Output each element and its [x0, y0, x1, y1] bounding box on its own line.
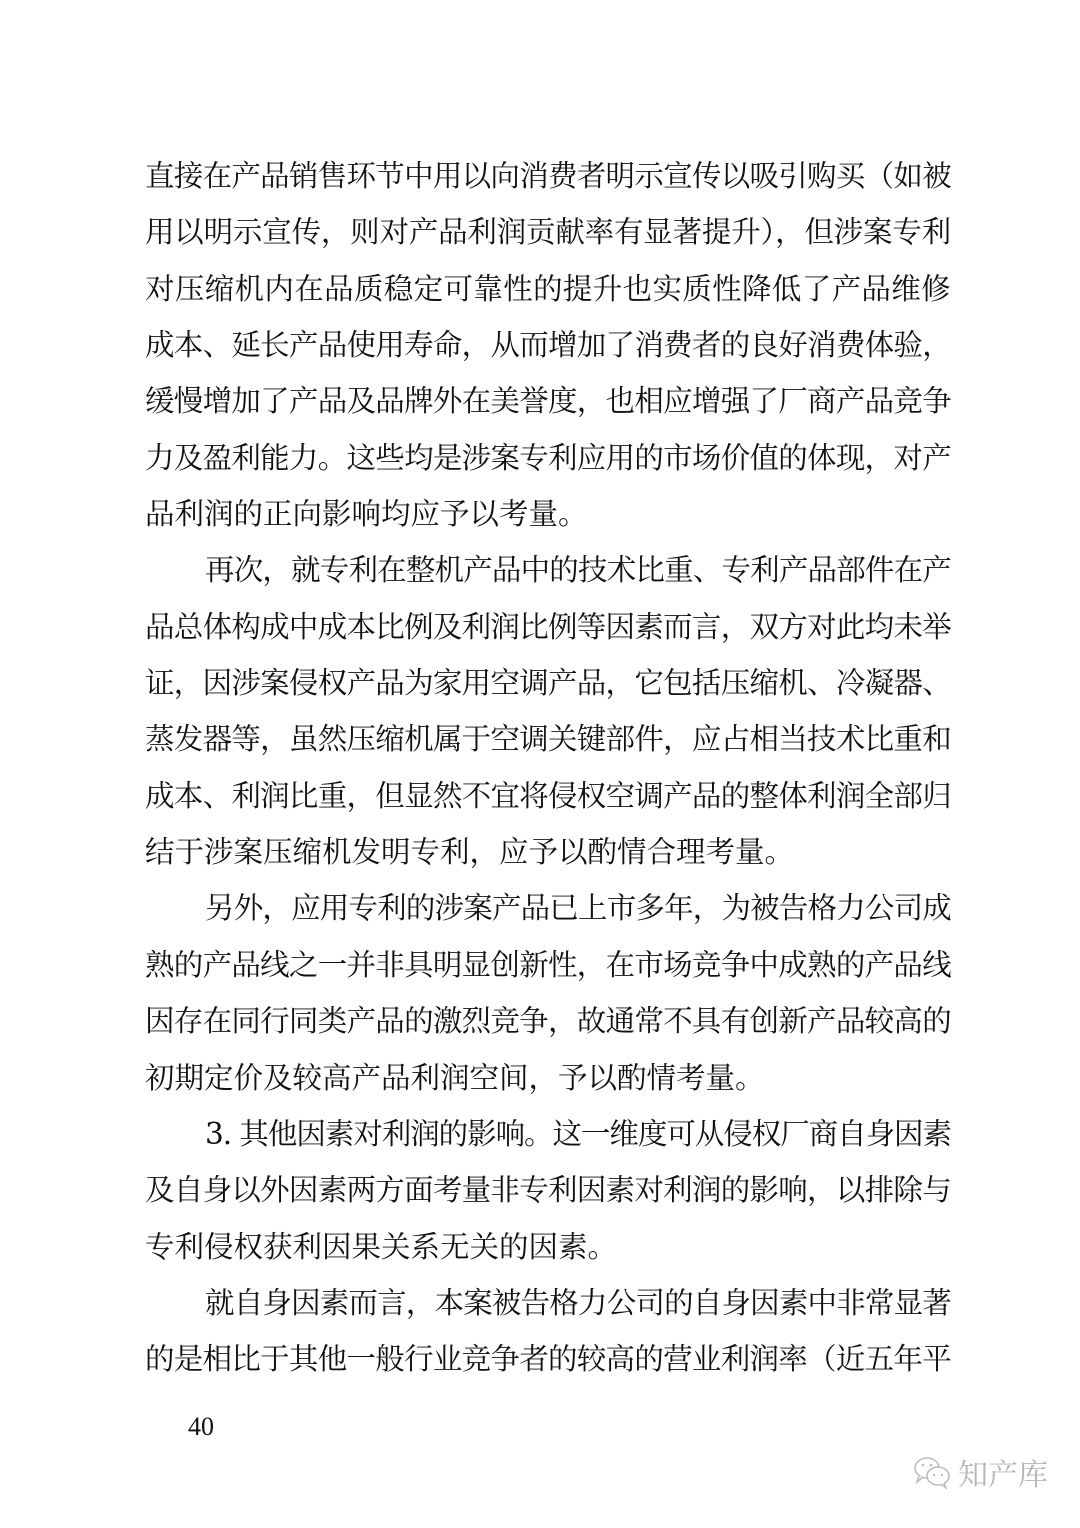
- text-line: [145, 1275, 951, 1331]
- text-line-content: 再次，就专利在整机产品中的技术比重、专利产品部件在产: [205, 553, 951, 588]
- text-line-content: 直接在产品销售环节中用以向消费者明示宣传以吸引购买（如被: [145, 159, 951, 193]
- page-number: 40: [188, 1412, 214, 1441]
- text-line: [145, 1331, 951, 1387]
- text-line: [145, 937, 951, 993]
- text-line: [145, 148, 951, 204]
- text-line-content: 缓慢增加了产品及品牌外在美誉度，也相应增强了厂商产品竞争: [145, 384, 951, 419]
- text-line: [145, 768, 951, 824]
- text-line: [145, 711, 951, 767]
- text-line-content: 蒸发器等，虽然压缩机属于空调关键部件，应占相当技术比重和: [145, 722, 951, 757]
- text-line: [145, 486, 951, 542]
- paragraph: [145, 1106, 951, 1275]
- text-line: [145, 373, 951, 429]
- text-line: [145, 1050, 951, 1106]
- text-line-content: 结于涉案压缩机发明专利，应予以酌情合理考量。: [145, 835, 795, 870]
- text-line: [145, 1106, 951, 1162]
- text-line-content: 品利润的正向影响均应予以考量。: [145, 497, 588, 532]
- text-line: [145, 1219, 951, 1275]
- text-line-content: 熟的产品线之一并非具明显创新性，在市场竞争中成熟的产品线: [145, 947, 951, 982]
- text-line-content: 初期定价及较高产品利润空间，予以酌情考量。: [145, 1060, 765, 1095]
- text-line: [145, 880, 951, 936]
- watermark-text: 知产库: [958, 1458, 1048, 1493]
- wechat-icon: [912, 1455, 952, 1489]
- text-line: [145, 599, 951, 655]
- text-line-content: 对压缩机内在品质稳定可靠性的提升也实质性降低了产品维修: [145, 271, 951, 306]
- text-line-content: 专利侵权获利因果关系无关的因素。: [145, 1229, 618, 1264]
- text-line-content: 3. 其他因素对利润的影响。这一维度可从侵权厂商自身因素: [205, 1116, 951, 1151]
- watermark: [912, 1450, 1048, 1494]
- text-line-content: 的是相比于其他一般行业竞争者的较高的营业利润率（近五年平: [145, 1342, 951, 1377]
- text-line: [145, 993, 951, 1049]
- text-line-content: 因存在同行同类产品的激烈竞争，故通常不具有创新产品较高的: [145, 1004, 951, 1039]
- text-line-content: 及自身以外因素两方面考量非专利因素对利润的影响，以排除与: [145, 1173, 951, 1208]
- paragraph: [145, 880, 951, 1105]
- text-line-content: 就自身因素而言，本案被告格力公司的自身因素中非常显著: [205, 1285, 951, 1320]
- text-line: [145, 204, 951, 260]
- text-line: [145, 261, 951, 317]
- text-line-content: 用以明示宣传，则对产品利润贡献率有显著提升），但涉案专利: [145, 215, 951, 250]
- text-line-content: 品总体构成中成本比例及利润比例等因素而言，双方对此均未举: [145, 609, 951, 644]
- paragraph: [145, 148, 951, 542]
- text-line: [145, 317, 951, 373]
- paragraph: [145, 1275, 951, 1388]
- text-line-content: 证，因涉案侵权产品为家用空调产品，它包括压缩机、冷凝器、: [145, 666, 951, 701]
- text-line: [145, 1162, 951, 1218]
- text-line-content: 力及盈利能力。这些均是涉案专利应用的市场价值的体现，对产: [145, 440, 951, 475]
- document-body: [145, 148, 951, 1388]
- paragraph: [145, 542, 951, 880]
- text-line: [145, 655, 951, 711]
- text-line: [145, 824, 951, 880]
- text-line-content: 成本、利润比重，但显然不宜将侵权空调产品的整体利润全部归: [145, 778, 951, 813]
- text-line: [145, 430, 951, 486]
- text-line: [145, 542, 951, 598]
- text-line-content: 另外，应用专利的涉案产品已上市多年，为被告格力公司成: [205, 891, 951, 926]
- text-line-content: 成本、延长产品使用寿命，从而增加了消费者的良好消费体验，: [145, 328, 951, 363]
